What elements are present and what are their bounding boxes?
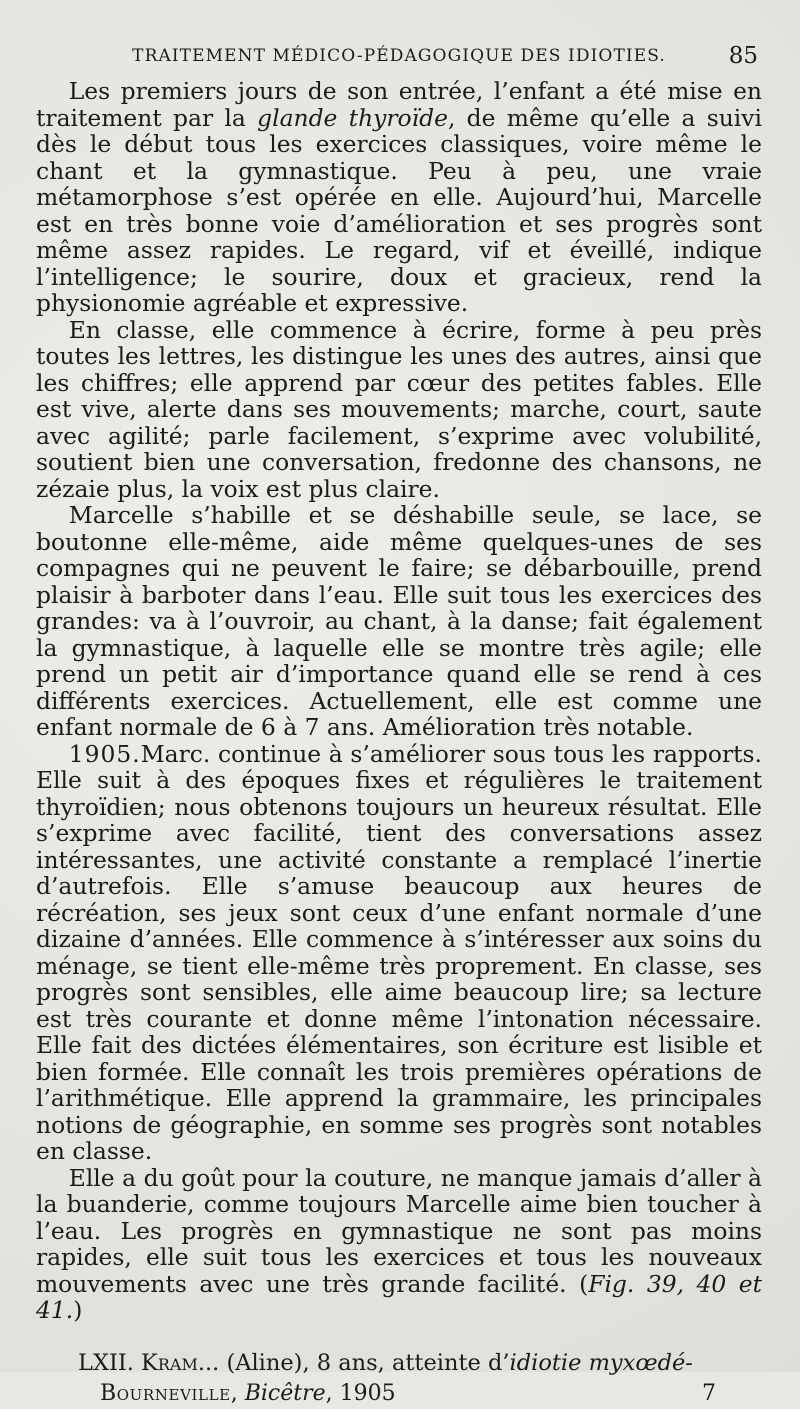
signature-mark: 7 [702, 1380, 716, 1406]
running-head [36, 34, 762, 78]
case-name: Kram... [141, 1349, 220, 1376]
page-number: 85 [728, 43, 758, 69]
page-footer [36, 1379, 762, 1409]
footer-place: Bicêtre [244, 1380, 326, 1406]
footer-year: , 1905 [325, 1380, 396, 1406]
figure-reference: Fig. 39, 40 et 41. [36, 1269, 762, 1324]
case-text: (Aline), 8 ans, atteinte d’ [219, 1349, 510, 1376]
paragraph-1-text-a: Les premiers jours de son entrée, l’enfant a été mise en traitement par la [36, 77, 762, 132]
paragraph-4 [36, 741, 762, 1165]
paragraph-4-text: Marc. continue à s’améliorer sous tous les rapports. Elle suit à des époques fixes et régulières le traitement thyroïdien; nous obtenons toujours un heureux résultat. Elle s’exprime avec facilité, tient des conversations assez intéressantes, une activité constante a remplacé l’inertie d’autrefois. Elle s’amuse beaucoup aux heures de récréation, ses jeux sont ceux d’une enfant normale d’une dizaine d’années. Elle commence à s’intéresser aux soins du ménage, se tient elle-même très proprement. En classe, ses progrès sont sensibles, elle aime beaucoup lire; sa lecture est très courante et donne même l’intonation nécessaire. Elle fait des dictées élémentaires, son écriture est lisible et bien formée. Elle connaît les trois premières opérations de l’arithmétique. Elle apprend la grammaire, les principales notions de géographie, en somme ses progrès sont notables en classe. [36, 739, 762, 1165]
paragraph-1-italic: glande thyroïde [257, 103, 448, 132]
paragraph-1-text-c: , de même qu’elle a suivi dès le début tous les exercices classiques, voire même le chant et la gymnastique. Peu à peu, une vraie métamorphose s’est opérée en elle. Aujourd’hui, Marcelle est en très bonne voie d’amélioration et ses progrès sont même assez rapides. Le regard, vif et éveillé, indique l’intelligence; le sourire, doux et gracieux, rend la physionomie agréable et expressive. [36, 103, 762, 317]
case-diagnosis: idiotie myxœdé- [509, 1349, 693, 1376]
footer-sep: , [230, 1380, 245, 1406]
body-text [36, 78, 762, 1324]
paragraph-5 [36, 1165, 762, 1324]
paragraph-5-text: Elle a du goût pour la couture, ne manque jamais d’aller à la buanderie, comme toujours Marcelle aime bien toucher à l’eau. Les progrès en gymnastique ne sont pas moins rapides, elle suit tous les exercices et tous les nouveaux mouvements avec une très grande facilité. ( [36, 1163, 762, 1298]
case-heading [36, 1350, 762, 1377]
paragraph-3: Marcelle s’habille et se déshabille seule, se lace, se boutonne elle-même, aide même quelques-unes de ses compagnes qui ne peuvent le faire; se débarbouille, prend plaisir à barboter dans l’eau. Elle suit tous les exercices des grandes: va à l’ouvroir, au chant, à la danse; fait également la gymnastique, à laquelle elle se montre très agile; elle prend un petit air d’importance quand elle se rend à ces différents exercices. Actuellement, elle est comme une enfant normale de 6 à 7 ans. Amélioration très notable. [36, 501, 762, 741]
case-number: LXII. [78, 1349, 134, 1376]
paragraph-2: En classe, elle commence à écrire, forme à peu près toutes les lettres, les distingue les unes des autres, ainsi que les chiffres; elle apprend par cœur des petites fables. Elle est vive, alerte dans ses mouvements; marche, court, saute avec agilité; parle facilement, s’exprime avec volubilité, soutient bien une conversation, fredonne des chansons, ne zézaie plus, la voix est plus claire. [36, 315, 762, 503]
paragraph-1 [36, 78, 762, 317]
paragraph-4-year: 1905. [68, 739, 141, 768]
running-head-title: TRAITEMENT MÉDICO-PÉDAGOGIQUE DES IDIOTIES. [132, 46, 666, 66]
footer-author: Bourneville [100, 1380, 231, 1406]
paragraph-5-close: ) [73, 1296, 83, 1324]
